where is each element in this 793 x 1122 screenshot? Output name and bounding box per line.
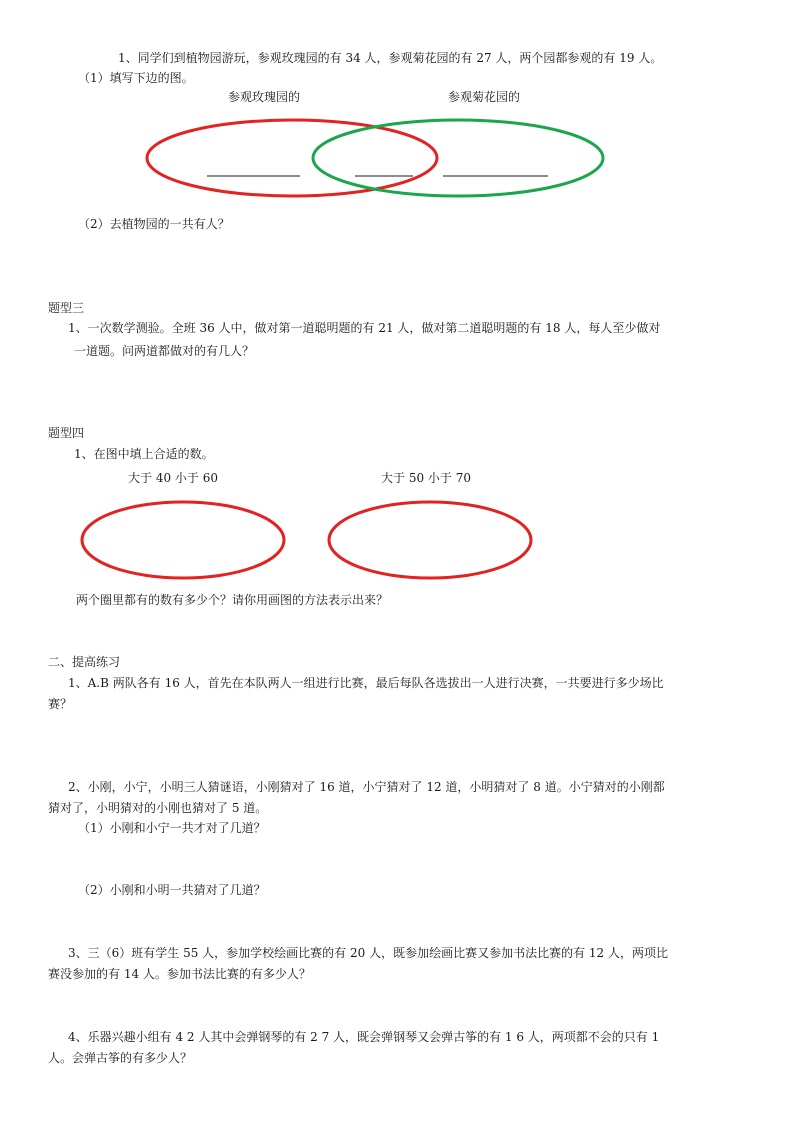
problem1-sub2: （2）去植物园的一共有人？ xyxy=(78,217,230,231)
venn-label-rose: 参观玫瑰园的 xyxy=(228,90,301,104)
problem1-sub1: （1）填写下边的图。 xyxy=(78,71,194,85)
venn-label-chrys: 参观菊花园的 xyxy=(448,90,521,104)
type4-label-right: 大于 50 小于 70 xyxy=(381,471,471,485)
section2-q4-line2: 人。会弹古筝的有多少人？ xyxy=(48,1051,193,1065)
section2-q1-line1: 1、A.B 两队各有 16 人，首先在本队两人一组进行比赛，最后每队各选拔出一人进行决赛，一共要进行多少场比 xyxy=(68,676,664,690)
section2-title: 二、提高练习 xyxy=(48,655,121,669)
type3-q1-line1: 1、一次数学测验。全班 36 人中，做对第一道聪明题的有 21 人，做对第二道聪明题的有 18 人，每人至少做对 xyxy=(68,321,661,335)
type3-title: 题型三 xyxy=(48,301,85,315)
problem1-text: 1、同学们到植物园游玩，参观玫瑰园的有 34 人，参观菊花园的有 27 人，两个园都参观的有 19 人。 xyxy=(118,51,663,65)
section2-q3-line2: 赛没参加的有 14 人。参加书法比赛的有多少人？ xyxy=(48,967,311,981)
section2-q2-sub1: （1）小刚和小宁一共才对了几道？ xyxy=(78,821,266,835)
circle-50-70[interactable] xyxy=(329,502,531,578)
section2-q3-line1: 3、三（6）班有学生 55 人，参加学校绘画比赛的有 20 人，既参加绘画比赛又参加书法比赛的有 12 人，两项比 xyxy=(68,946,668,960)
type4-title: 题型四 xyxy=(48,426,85,440)
section2-q4-line1: 4、乐器兴趣小组有 4 2 人其中会弹钢琴的有 2 7 人，既会弹钢琴又会弹古筝的有 1 6 人，两项都不会的只有 1 xyxy=(68,1030,660,1044)
section2-q2-sub2: （2）小刚和小明一共猜对了几道？ xyxy=(78,883,266,897)
section2-q2-line1: 2、小刚，小宁，小明三人猜谜语，小刚猜对了 16 道，小宁猜对了 12 道，小明猜对了 8 道。小宁猜对的小刚都 xyxy=(68,780,665,794)
chrys-circle xyxy=(313,120,603,196)
type4-question: 两个圈里都有的数有多少个？请你用画图的方法表示出来？ xyxy=(76,593,389,607)
type3-q1-line2: 一道题。问两道都做对的有几人？ xyxy=(74,344,255,358)
section2-q2-line2: 猜对了，小明猜对的小刚也猜对了 5 道。 xyxy=(48,801,268,815)
section2-q1-line2: 赛？ xyxy=(48,697,73,711)
type4-q1: 1、在图中填上合适的数。 xyxy=(74,447,214,461)
rose-circle xyxy=(147,120,437,196)
type4-label-left: 大于 40 小于 60 xyxy=(128,471,218,485)
circle-40-60[interactable] xyxy=(82,502,284,578)
